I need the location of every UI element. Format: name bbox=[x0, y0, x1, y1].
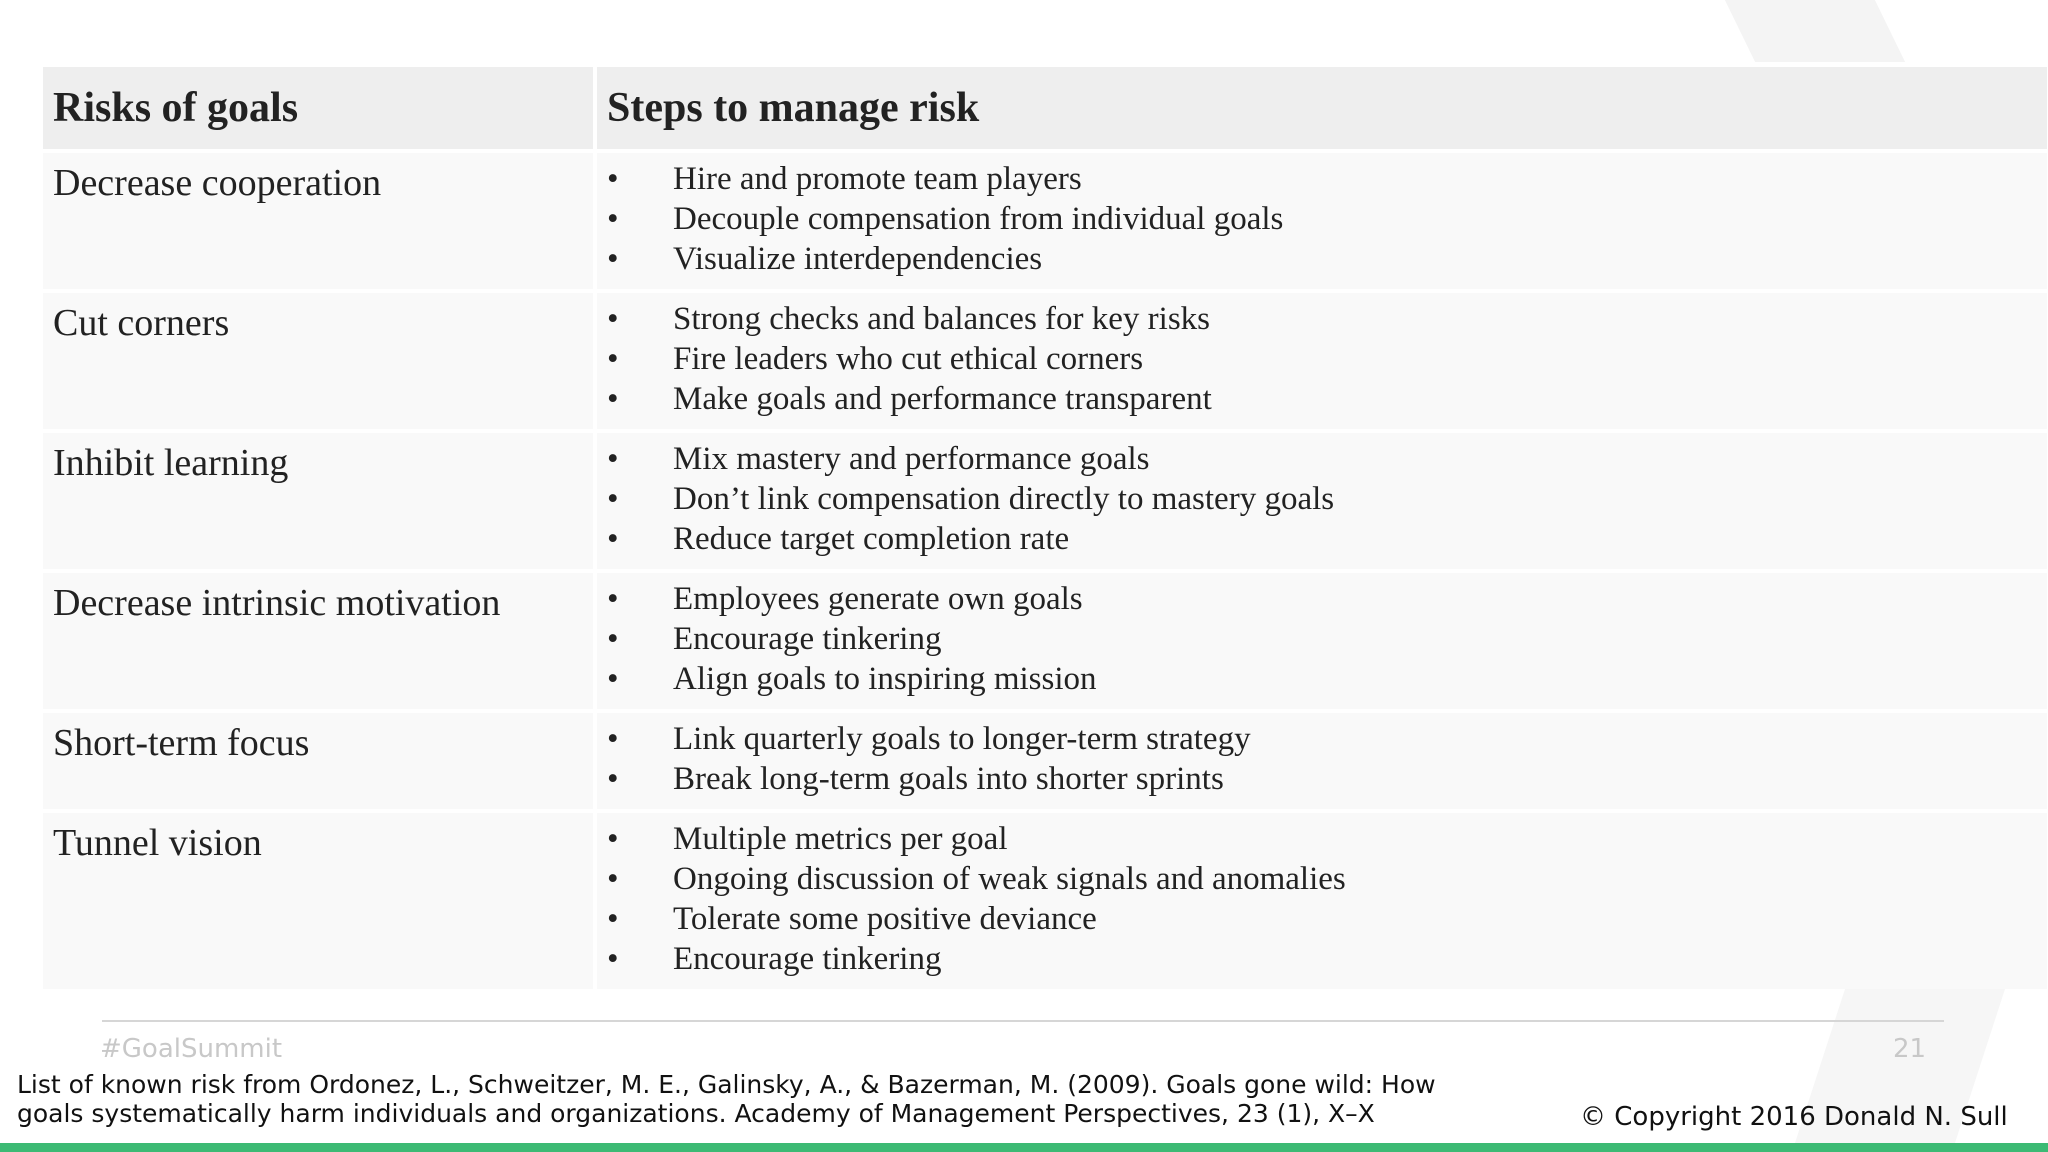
table-row bbox=[43, 713, 2047, 809]
header-risks: Risks of goals bbox=[43, 67, 597, 149]
list-item: • Encourage tinkering bbox=[607, 939, 2037, 979]
risk-cell: Short-term focus bbox=[43, 713, 597, 809]
background-decoration bbox=[1725, 0, 1905, 62]
steps-cell bbox=[597, 813, 2047, 989]
copyright: © Copyright 2016 Donald N. Sull bbox=[1580, 1102, 2008, 1132]
list-item: • Mix mastery and performance goals bbox=[607, 439, 2037, 479]
list-item: • Encourage tinkering bbox=[607, 619, 2037, 659]
list-item: • Strong checks and balances for key risks bbox=[607, 299, 2037, 339]
list-item: • Hire and promote team players bbox=[607, 159, 2037, 199]
table-row bbox=[43, 153, 2047, 289]
list-item: • Ongoing discussion of weak signals and anomalies bbox=[607, 859, 2037, 899]
list-item: • Fire leaders who cut ethical corners bbox=[607, 339, 2037, 379]
risk-cell: Decrease cooperation bbox=[43, 153, 597, 289]
table-row bbox=[43, 813, 2047, 989]
steps-list bbox=[607, 579, 2037, 699]
steps-cell bbox=[597, 293, 2047, 429]
list-item: • Make goals and performance transparent bbox=[607, 379, 2037, 419]
footer-divider bbox=[102, 1020, 1944, 1022]
hashtag: #GoalSummit bbox=[100, 1034, 283, 1064]
list-item: • Break long-term goals into shorter sprints bbox=[607, 759, 2037, 799]
risk-table bbox=[43, 63, 2047, 993]
steps-cell bbox=[597, 573, 2047, 709]
steps-cell bbox=[597, 713, 2047, 809]
steps-list bbox=[607, 299, 2037, 419]
table-row bbox=[43, 573, 2047, 709]
table-header-row bbox=[43, 67, 2047, 149]
list-item: • Tolerate some positive deviance bbox=[607, 899, 2037, 939]
risk-cell: Inhibit learning bbox=[43, 433, 597, 569]
risk-cell: Tunnel vision bbox=[43, 813, 597, 989]
risk-cell: Decrease intrinsic motivation bbox=[43, 573, 597, 709]
steps-list bbox=[607, 159, 2037, 279]
header-steps: Steps to manage risk bbox=[597, 67, 2047, 149]
risk-cell: Cut corners bbox=[43, 293, 597, 429]
accent-bar bbox=[0, 1143, 2048, 1152]
list-item: • Visualize interdependencies bbox=[607, 239, 2037, 279]
list-item: • Link quarterly goals to longer-term strategy bbox=[607, 719, 2037, 759]
table-row bbox=[43, 293, 2047, 429]
citation-line: List of known risk from Ordonez, L., Schweitzer, M. E., Galinsky, A., & Bazerman, M. (2009). Goals gone wild: How bbox=[17, 1070, 1436, 1099]
page-number: 21 bbox=[1893, 1034, 1927, 1064]
citation bbox=[17, 1070, 1436, 1128]
list-item: • Reduce target completion rate bbox=[607, 519, 2037, 559]
list-item: • Employees generate own goals bbox=[607, 579, 2037, 619]
table-row bbox=[43, 433, 2047, 569]
citation-line: goals systematically harm individuals and organizations. Academy of Management Perspectives, 23 (1), X–X bbox=[17, 1099, 1375, 1128]
list-item: • Multiple metrics per goal bbox=[607, 819, 2037, 859]
steps-cell bbox=[597, 153, 2047, 289]
list-item: • Don’t link compensation directly to mastery goals bbox=[607, 479, 2037, 519]
steps-list bbox=[607, 819, 2037, 979]
steps-cell bbox=[597, 433, 2047, 569]
steps-list bbox=[607, 439, 2037, 559]
list-item: • Decouple compensation from individual goals bbox=[607, 199, 2037, 239]
steps-list bbox=[607, 719, 2037, 799]
list-item: • Align goals to inspiring mission bbox=[607, 659, 2037, 699]
